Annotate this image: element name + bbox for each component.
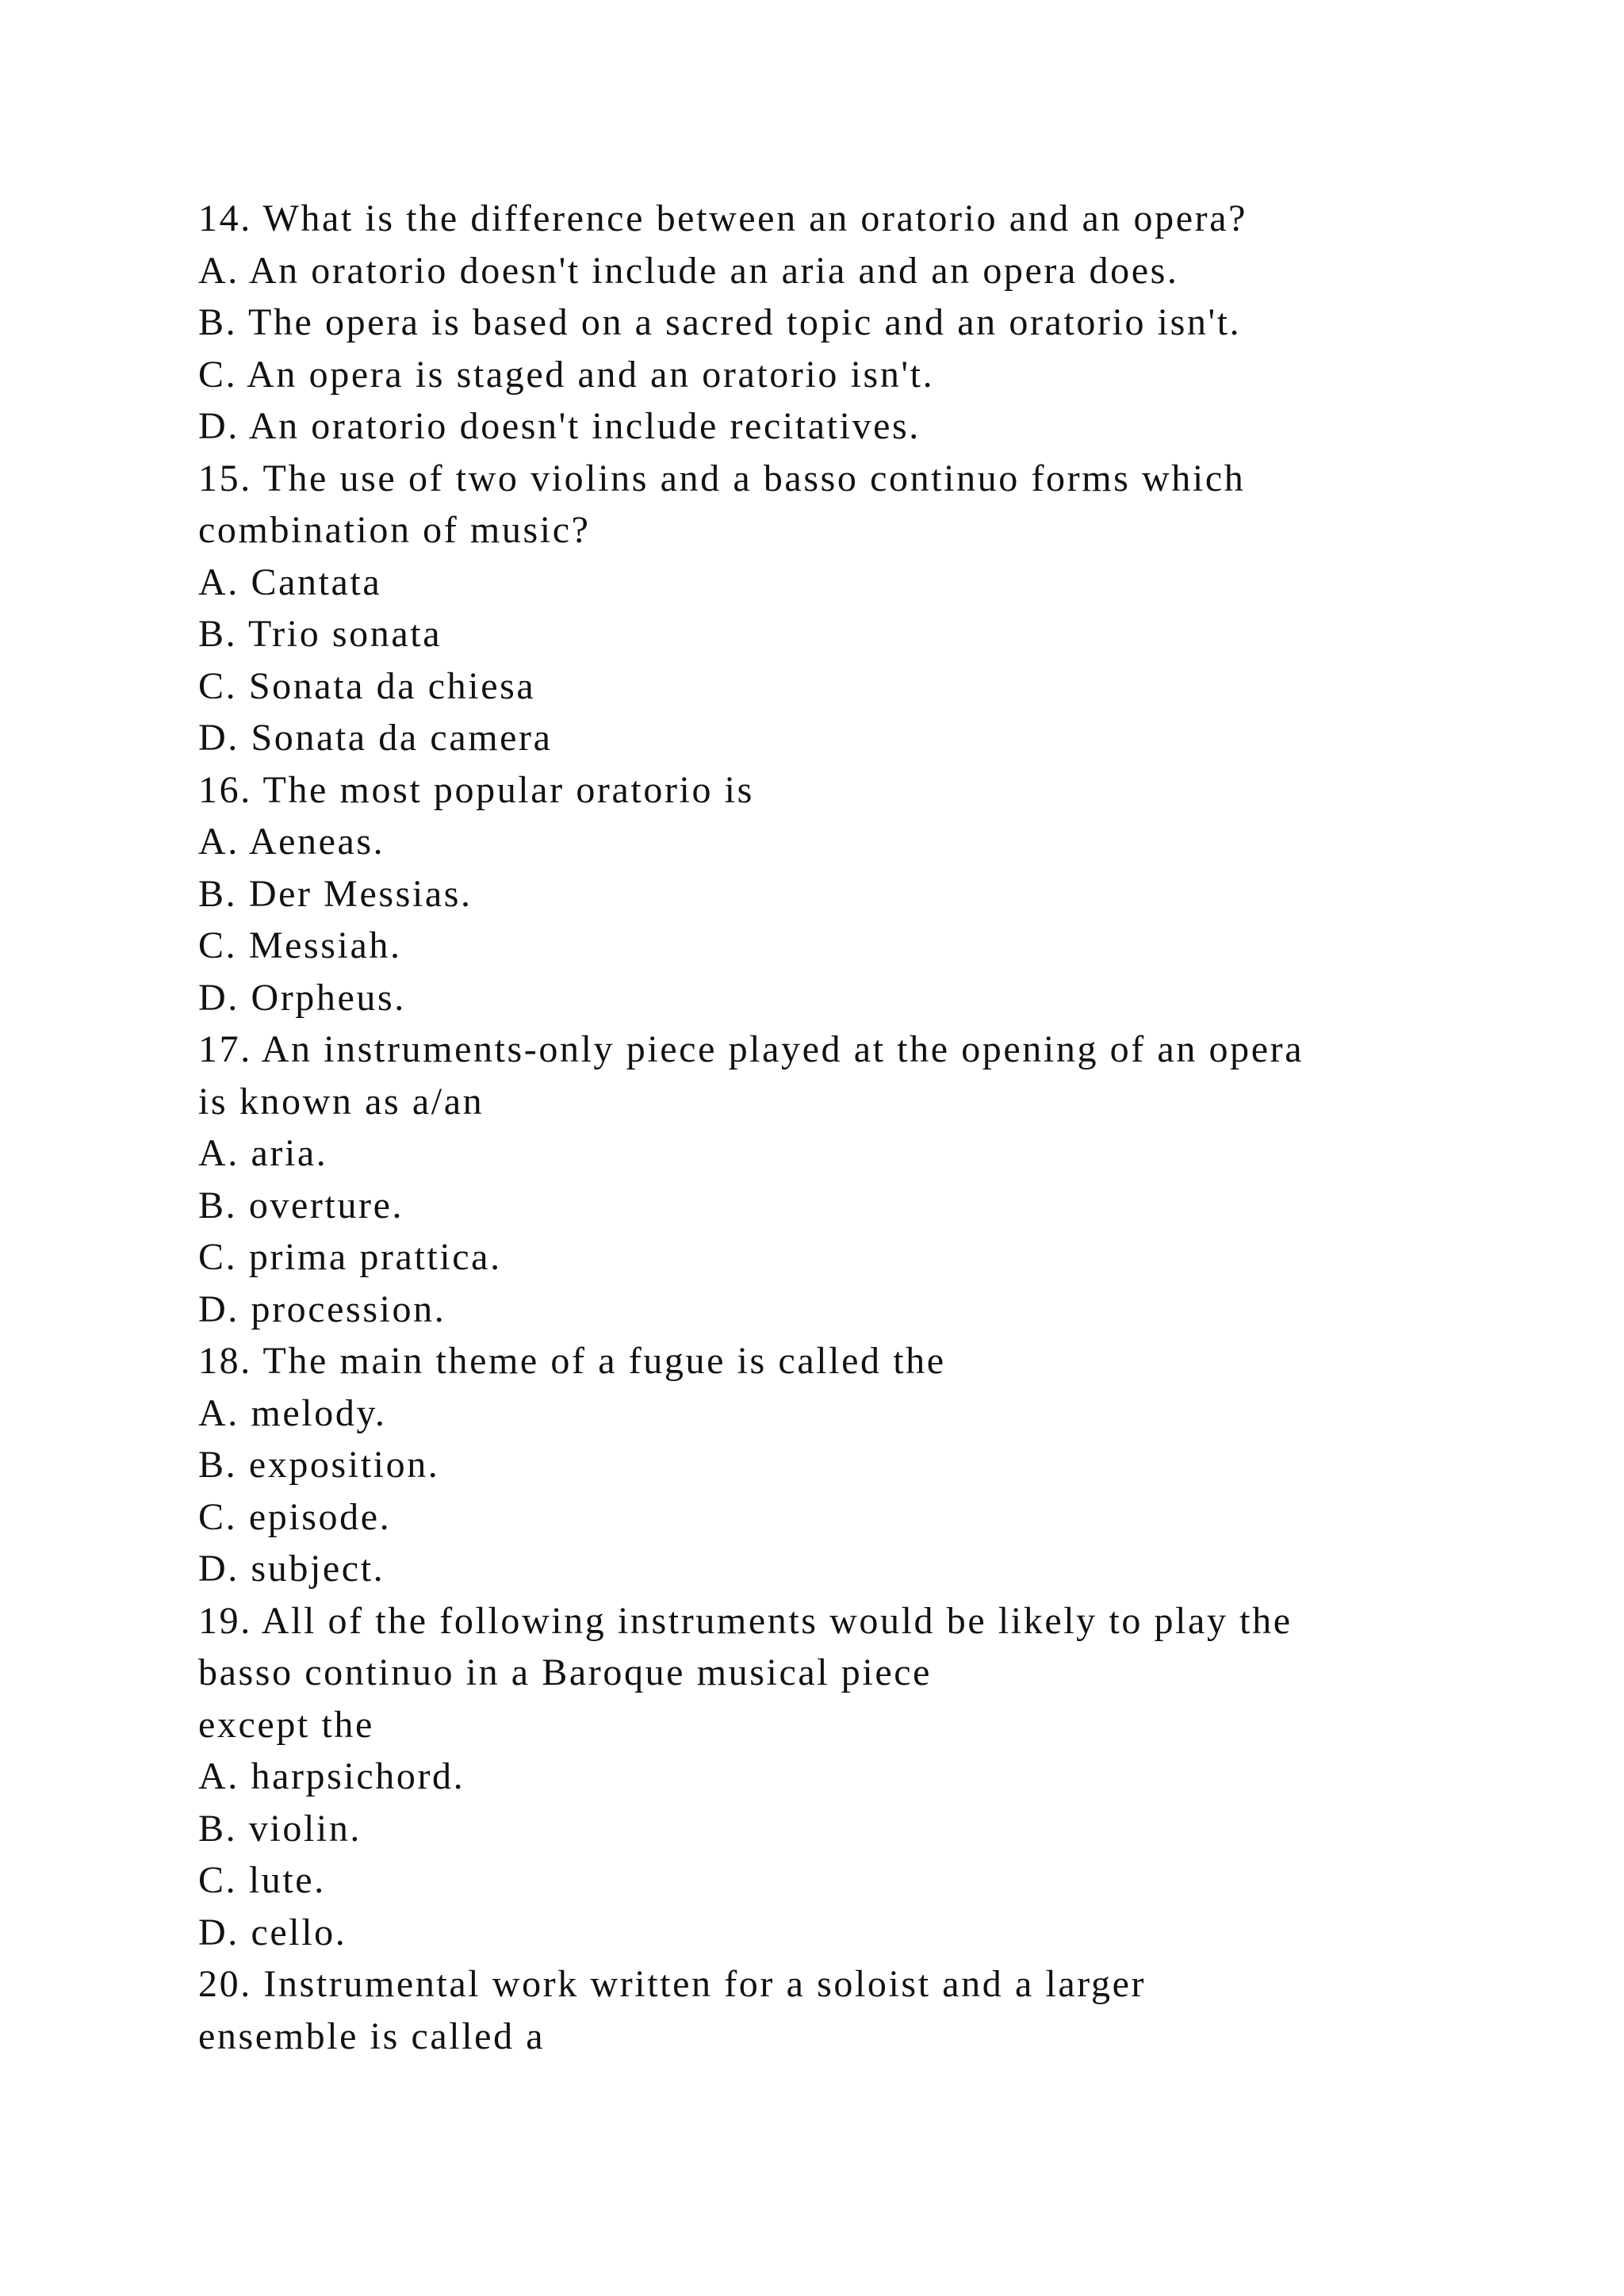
q18-option-c: C. episode. xyxy=(198,1495,392,1538)
q17-option-d: D. procession. xyxy=(198,1288,446,1330)
q20-question-cont: ensemble is called a xyxy=(198,2015,546,2057)
q16-question: 16. The most popular oratorio is xyxy=(198,768,754,811)
q20-question: 20. Instrumental work written for a soloist and a larger xyxy=(198,1963,1147,2005)
q16-option-a: A. Aeneas. xyxy=(198,821,385,863)
q18-option-a: A. melody. xyxy=(198,1391,387,1434)
q17-question: 17. An instruments-only piece played at the opening of an opera xyxy=(198,1028,1304,1070)
q17-question-cont: is known as a/an xyxy=(198,1080,485,1123)
q18-option-d: D. subject. xyxy=(198,1548,385,1590)
q19-option-d: D. cello. xyxy=(198,1911,347,1954)
q15-question-cont: combination of music? xyxy=(198,509,591,551)
q16-option-d: D. Orpheus. xyxy=(198,976,406,1019)
q15-option-a: A. Cantata xyxy=(198,561,382,603)
q14-option-d: D. An oratorio doesn't include recitatives. xyxy=(198,405,921,447)
q19-option-c: C. lute. xyxy=(198,1859,326,1901)
q15-option-b: B. Trio sonata xyxy=(198,613,442,655)
q15-question: 15. The use of two violins and a basso continuo forms which xyxy=(198,457,1246,499)
document-page xyxy=(198,193,1467,2062)
q17-option-b: B. overture. xyxy=(198,1184,404,1226)
q18-question: 18. The main theme of a fugue is called the xyxy=(198,1340,946,1382)
q18-option-b: B. exposition. xyxy=(198,1444,440,1486)
q16-option-b: B. Der Messias. xyxy=(198,872,473,915)
q14-option-c: C. An opera is staged and an oratorio isn't. xyxy=(198,353,935,396)
q19-question-cont-2: except the xyxy=(198,1703,374,1746)
q14-question: 14. What is the difference between an oratorio and an opera? xyxy=(198,197,1248,239)
q17-option-a: A. aria. xyxy=(198,1132,328,1174)
q17-option-c: C. prima prattica. xyxy=(198,1236,502,1278)
q19-question-cont: basso continuo in a Baroque musical piece xyxy=(198,1651,933,1693)
q15-option-c: C. Sonata da chiesa xyxy=(198,664,536,707)
q14-option-b: B. The opera is based on a sacred topic and an oratorio isn't. xyxy=(198,301,1242,343)
q14-option-a: A. An oratorio doesn't include an aria and an opera does. xyxy=(198,249,1179,292)
q19-option-a: A. harpsichord. xyxy=(198,1755,465,1797)
q19-question: 19. All of the following instruments would be likely to play the xyxy=(198,1599,1293,1642)
q15-option-d: D. Sonata da camera xyxy=(198,717,553,759)
q16-option-c: C. Messiah. xyxy=(198,924,402,966)
q19-option-b: B. violin. xyxy=(198,1807,362,1850)
